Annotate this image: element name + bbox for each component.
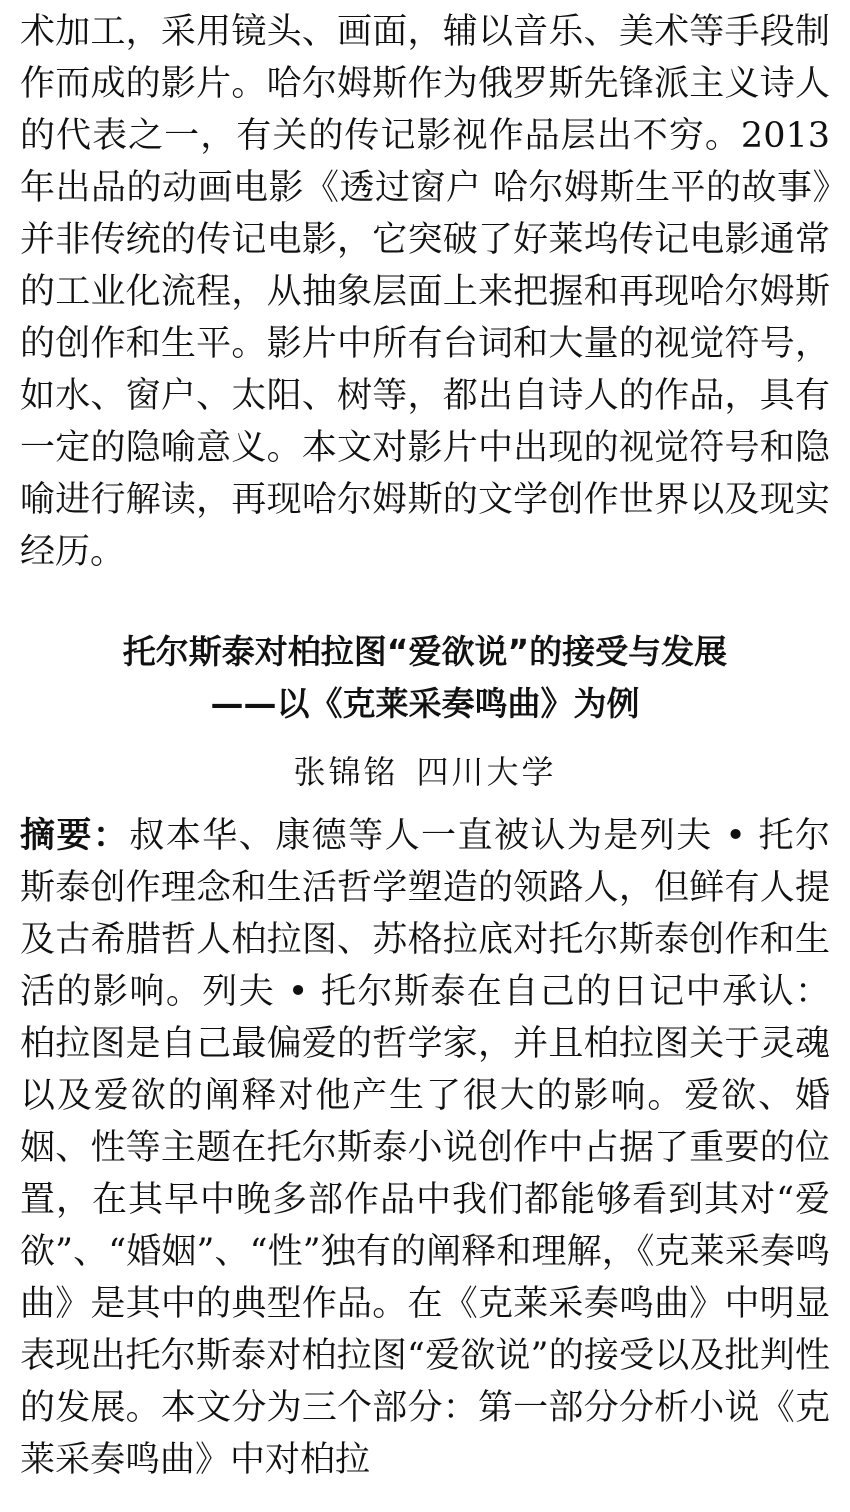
abstract-paragraph — [20, 810, 830, 1486]
article-title-line-1: 托尔斯泰对柏拉图“爱欲说”的接受与发展 — [122, 632, 728, 671]
abstract-label: 摘要： — [20, 816, 130, 856]
author-name: 张锦铭 — [293, 753, 399, 791]
abstract-text: 叔本华、康德等人一直被认为是列夫 • 托尔斯泰创作理念和生活哲学塑造的领路人，但鲜有人提及古希腊哲人柏拉图、苏格拉底对托尔斯泰创作和生活的影响。列夫 • 托尔斯泰在自己的日记中承认：柏拉图是自己最偏爱的哲学家，并且柏拉图关于灵魂以及爱欲的阐释对他产生了很大的影响。爱欲、婚姻、性等主题在托尔斯泰小说创作中占据了重要的位置，在其早中晚多部作品中我们都能够看到其对“爱欲”、“婚姻”、“性”独有的阐释和理解，《克莱采奏鸣曲》是其中的典型作品。在《克莱采奏鸣曲》中明显表现出托尔斯泰对柏拉图“爱欲说”的接受以及批判性的发展。本文分为三个部分：第一部分分析小说《克莱采奏鸣曲》中对柏拉 — [20, 816, 830, 1480]
intro-paragraph: 术加工，采用镜头、画面，辅以音乐、美术等手段制作而成的影片。哈尔姆斯作为俄罗斯先锋派主义诗人的代表之一，有关的传记影视作品层出不穷。2013 年出品的动画电影《透过窗户 哈尔姆斯生平的故事》并非传统的传记电影，它突破了好莱坞传记电影通常的工业化流程，从抽象层面上来把握和再现哈尔姆斯的创作和生平。影片中所有台词和大量的视觉符号，如水、窗户、太阳、树等，都出自诗人的作品，具有一定的隐喻意义。本文对影片中出现的视觉符号和隐喻进行解读，再现哈尔姆斯的文学创作世界以及现实经历。 — [20, 12, 830, 572]
article-subtitle: ——以《克莱采奏鸣曲》为例 — [210, 684, 640, 723]
author-affiliation: 四川大学 — [416, 753, 557, 791]
author-line — [20, 746, 830, 798]
article-title — [20, 626, 830, 730]
